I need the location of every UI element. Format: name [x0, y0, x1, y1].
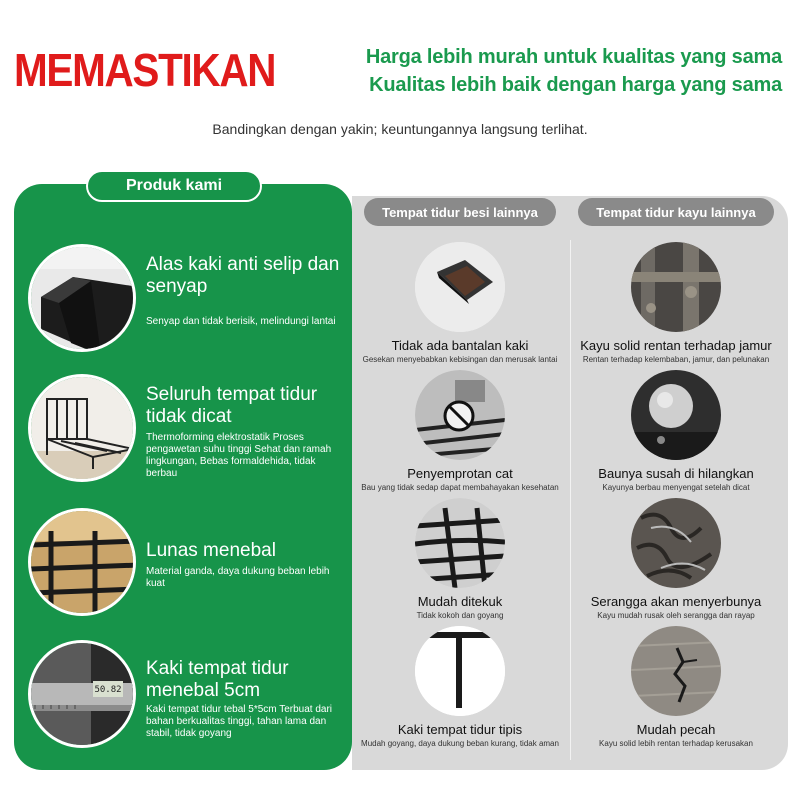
thin-bed-leg-photo [415, 626, 505, 716]
iron-item-no-foot-pad [352, 242, 568, 372]
iron-item-easily-bent [352, 498, 568, 628]
item-desc: Mudah goyang, daya dukung beban kurang, tidak aman [361, 739, 559, 748]
feature-title: Lunas menebal [146, 540, 276, 561]
feature-thick-leg-5cm [14, 640, 352, 770]
wood-item-cracks [568, 626, 784, 756]
feature-desc: Kaki tempat tidur tebal 5*5cm Terbuat dari bahan berkualitas tinggi, tahan lama dan stabil, tidak goyang [146, 704, 333, 739]
wood-item-mold [568, 242, 784, 372]
feature-desc: Senyap dan tidak berisik, melindungi lantai [146, 316, 336, 327]
moldy-wood-photo [631, 242, 721, 332]
item-desc: Gesekan menyebabkan kebisingan dan merusak lantai [362, 355, 558, 364]
no-paint-spray-photo [415, 370, 505, 460]
feature-anti-slip-foot [14, 244, 352, 374]
feature-title: Alas kaki anti selip dan senyap [146, 254, 340, 297]
tab-other-iron-beds: Tempat tidur besi lainnya [364, 198, 556, 226]
item-desc: Bau yang tidak sedap dapat membahayakan kesehatan [361, 483, 559, 492]
black-bed-leg-foot-pad-photo [28, 244, 136, 352]
subheading: Bandingkan dengan yakin; keuntungannya langsung terlihat. [212, 121, 588, 137]
caliper-measuring-leg-photo [28, 640, 136, 748]
item-title: Kayu solid rentan terhadap jamur [580, 338, 772, 353]
item-title: Serangga akan menyerbunya [590, 594, 762, 609]
headline: MEMASTIKAN [14, 44, 276, 96]
metal-bed-frame-photo [28, 374, 136, 482]
tagline-better-quality: Kualitas lebih baik dengan harga yang sama [369, 74, 782, 96]
item-title: Mudah pecah [636, 722, 716, 737]
item-desc: Rentan terhadap kelembaban, jamur, dan pelunakan [582, 355, 770, 364]
item-title: Penyemprotan cat [407, 466, 513, 481]
caliper-reading: 50.82 [94, 685, 122, 695]
item-desc: Kayunya berbau menyengat setelah dicat [602, 483, 750, 492]
item-title: Baunya susah di hilangkan [598, 466, 754, 481]
item-desc: Kayu solid lebih rentan terhadap kerusakan [599, 739, 753, 748]
iron-item-paint-spray [352, 370, 568, 500]
wood-item-insects [568, 498, 784, 628]
item-title: Kaki tempat tidur tipis [397, 722, 523, 737]
bare-metal-leg-photo [415, 242, 505, 332]
tab-other-wood-beds: Tempat tidur kayu lainnya [578, 198, 774, 226]
wood-odor-photo [631, 370, 721, 460]
tagline-cheaper-price: Harga lebih murah untuk kualitas yang sama [365, 46, 782, 68]
feature-unpainted-frame [14, 374, 352, 504]
termite-wood-photo [631, 498, 721, 588]
iron-item-thin-leg [352, 626, 568, 756]
bent-metal-slats-photo [415, 498, 505, 588]
feature-desc: Thermoforming elektrostatik Proses pengawetan suhu tinggi Sehat dan ramah lingkungan, Bebas formaldehida, tidak berbau [146, 432, 332, 479]
feature-desc: Material ganda, daya dukung beban lebih kuat [146, 566, 330, 589]
item-desc: Kayu mudah rusak oleh serangga dan rayap [597, 611, 755, 620]
our-product-tab: Produk kami [86, 170, 262, 202]
feature-title: Kaki tempat tidur menebal 5cm [146, 658, 289, 701]
feature-thickened-keel [14, 508, 352, 638]
item-desc: Tidak kokoh dan goyang [416, 611, 504, 620]
wooden-slats-frame-photo [28, 508, 136, 616]
item-title: Tidak ada bantalan kaki [391, 338, 529, 353]
item-title: Mudah ditekuk [417, 594, 503, 609]
feature-title: Seluruh tempat tidur tidak dicat [146, 384, 318, 427]
cracked-wood-photo [631, 626, 721, 716]
wood-item-odor [568, 370, 784, 500]
